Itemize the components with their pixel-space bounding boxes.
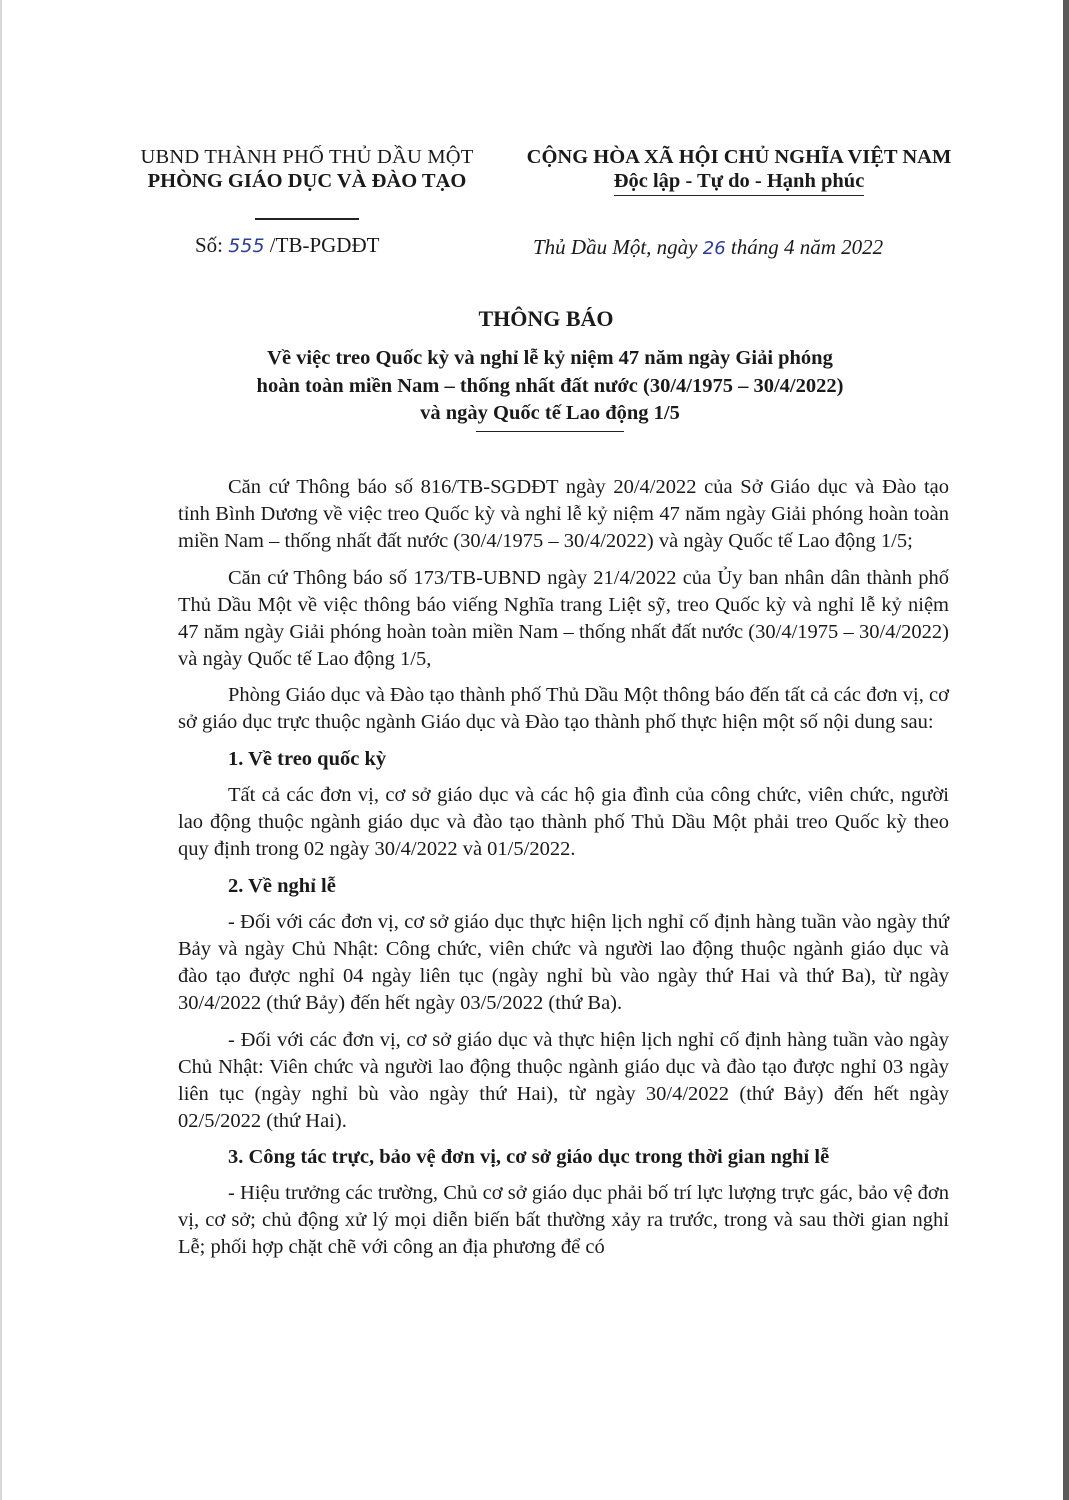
paragraph-holiday-2: - Đối với các đơn vị, cơ sở giáo dục và thực hiện lịch nghỉ cố định hàng tuần vào ngày Chủ Nhật: Viên chức và người lao động thuộc ngành giáo dục và đào tạo được nghỉ 03 ngày liên tục (ngày nghỉ bù vào ngày thứ Hai), từ ngày 30/4/2022 (thứ Bảy) đến hết ngày 02/5/2022 (thứ Hai). [178,1028,949,1132]
subtitle-line-1: Về việc treo Quốc kỳ và nghỉ lễ kỷ niệm 47 năm ngày Giải phóng [267,347,833,369]
motto: Độc lập - Tự do - Hạnh phúc [614,170,865,196]
section-heading-2: 2. Về nghỉ lễ [228,874,336,897]
section-heading-3: 3. Công tác trực, bảo vệ đơn vị, cơ sở giáo dục trong thời gian nghỉ lễ [228,1146,830,1168]
document-number [195,233,379,258]
doc-number-suffix: /TB-PGDĐT [269,233,380,257]
doc-number-prefix: Số: [195,233,224,257]
document-subtitle [150,345,950,432]
document-body [178,474,949,1271]
paragraph-intro: Phòng Giáo dục và Đào tạo thành phố Thủ Dầu Một thông báo đến tất cả các đơn vị, cơ sở giáo dục trực thuộc ngành Giáo dục và Đào tạo thành phố thực hiện một số nội dung sau: [178,684,949,733]
section-heading-1: 1. Về treo quốc kỳ [228,747,387,770]
country-name: CỘNG HÒA XÃ HỘI CHỦ NGHĨA VIỆT NAM [526,146,952,168]
scan-edge-left [0,0,2,1500]
national-motto-block [505,146,973,196]
agency-name: PHÒNG GIÁO DỤC VÀ ĐÀO TẠO [147,170,467,192]
paragraph-holiday-1: - Đối với các đơn vị, cơ sở giáo dục thực hiện lịch nghỉ cố định hàng tuần vào ngày thứ Bảy và ngày Chủ Nhật: Công chức, viên chức và người lao động thuộc ngành giáo dục và đào tạo được nghỉ 04 ngày liên tục (ngày nghỉ bù vào ngày thứ Hai và thứ Ba), từ ngày 30/4/2022 (thứ Bảy) đến hết ngày 03/5/2022 (thứ Ba). [178,911,949,1014]
paragraph-duty: - Hiệu trưởng các trường, Chủ cơ sở giáo dục phải bố trí lực lượng trực gác, bảo vệ đơn vị, cơ sở; chủ động xử lý mọi diễn biến bất thường xảy ra trước, trong và sau thời gian nghỉ Lễ; phối hợp chặt chẽ với công an địa phương để có [178,1182,949,1258]
date-after: tháng 4 năm 2022 [730,235,884,259]
subtitle-underline [476,431,624,433]
date-before: Thủ Dầu Một, ngày [533,235,698,259]
paragraph-basis-2: Căn cứ Thông báo số 173/TB-UBND ngày 21/4/2022 của Ủy ban nhân dân thành phố Thủ Dầu Một về việc thông báo viếng Nghĩa trang Liệt sỹ, treo Quốc kỳ và nghỉ lễ kỷ niệm 47 năm ngày Giải phóng hoàn toàn miền Nam – thống nhất đất nước (30/4/1975 – 30/4/2022) và ngày Quốc tế Lao động 1/5, [178,566,949,670]
scan-edge-right [1063,0,1069,1500]
issue-date [533,235,883,260]
issuing-agency-block [112,146,502,220]
document-title: THÔNG BÁO [478,306,614,331]
paragraph-flag: Tất cả các đơn vị, cơ sở giáo dục và các hộ gia đình của công chức, viên chức, người lao động thuộc ngành giáo dục và đào tạo thành phố Thủ Dầu Một phải treo Quốc kỳ theo quy định trong 02 ngày 30/4/2022 và 01/5/2022. [178,784,949,860]
paragraph-basis-1: Căn cứ Thông báo số 816/TB-SGDĐT ngày 20/4/2022 của Sở Giáo dục và Đào tạo tỉnh Bình Dương về việc treo Quốc kỳ và nghỉ lễ kỷ niệm 47 năm ngày Giải phóng hoàn toàn miền Nam – thống nhất đất nước (30/4/1975 – 30/4/2022) và ngày Quốc tế Lao động 1/5; [178,476,949,552]
doc-number-handwritten: 555 [228,235,265,257]
subtitle-line-2: hoàn toàn miền Nam – thống nhất đất nước (30/4/1975 – 30/4/2022) [256,374,844,397]
subtitle-line-3: và ngày Quốc tế Lao động 1/5 [420,402,680,424]
agency-underline [255,218,359,220]
parent-agency: UBND THÀNH PHỐ THỦ DẦU MỘT [140,146,474,168]
date-day-handwritten: 26 [702,238,726,259]
